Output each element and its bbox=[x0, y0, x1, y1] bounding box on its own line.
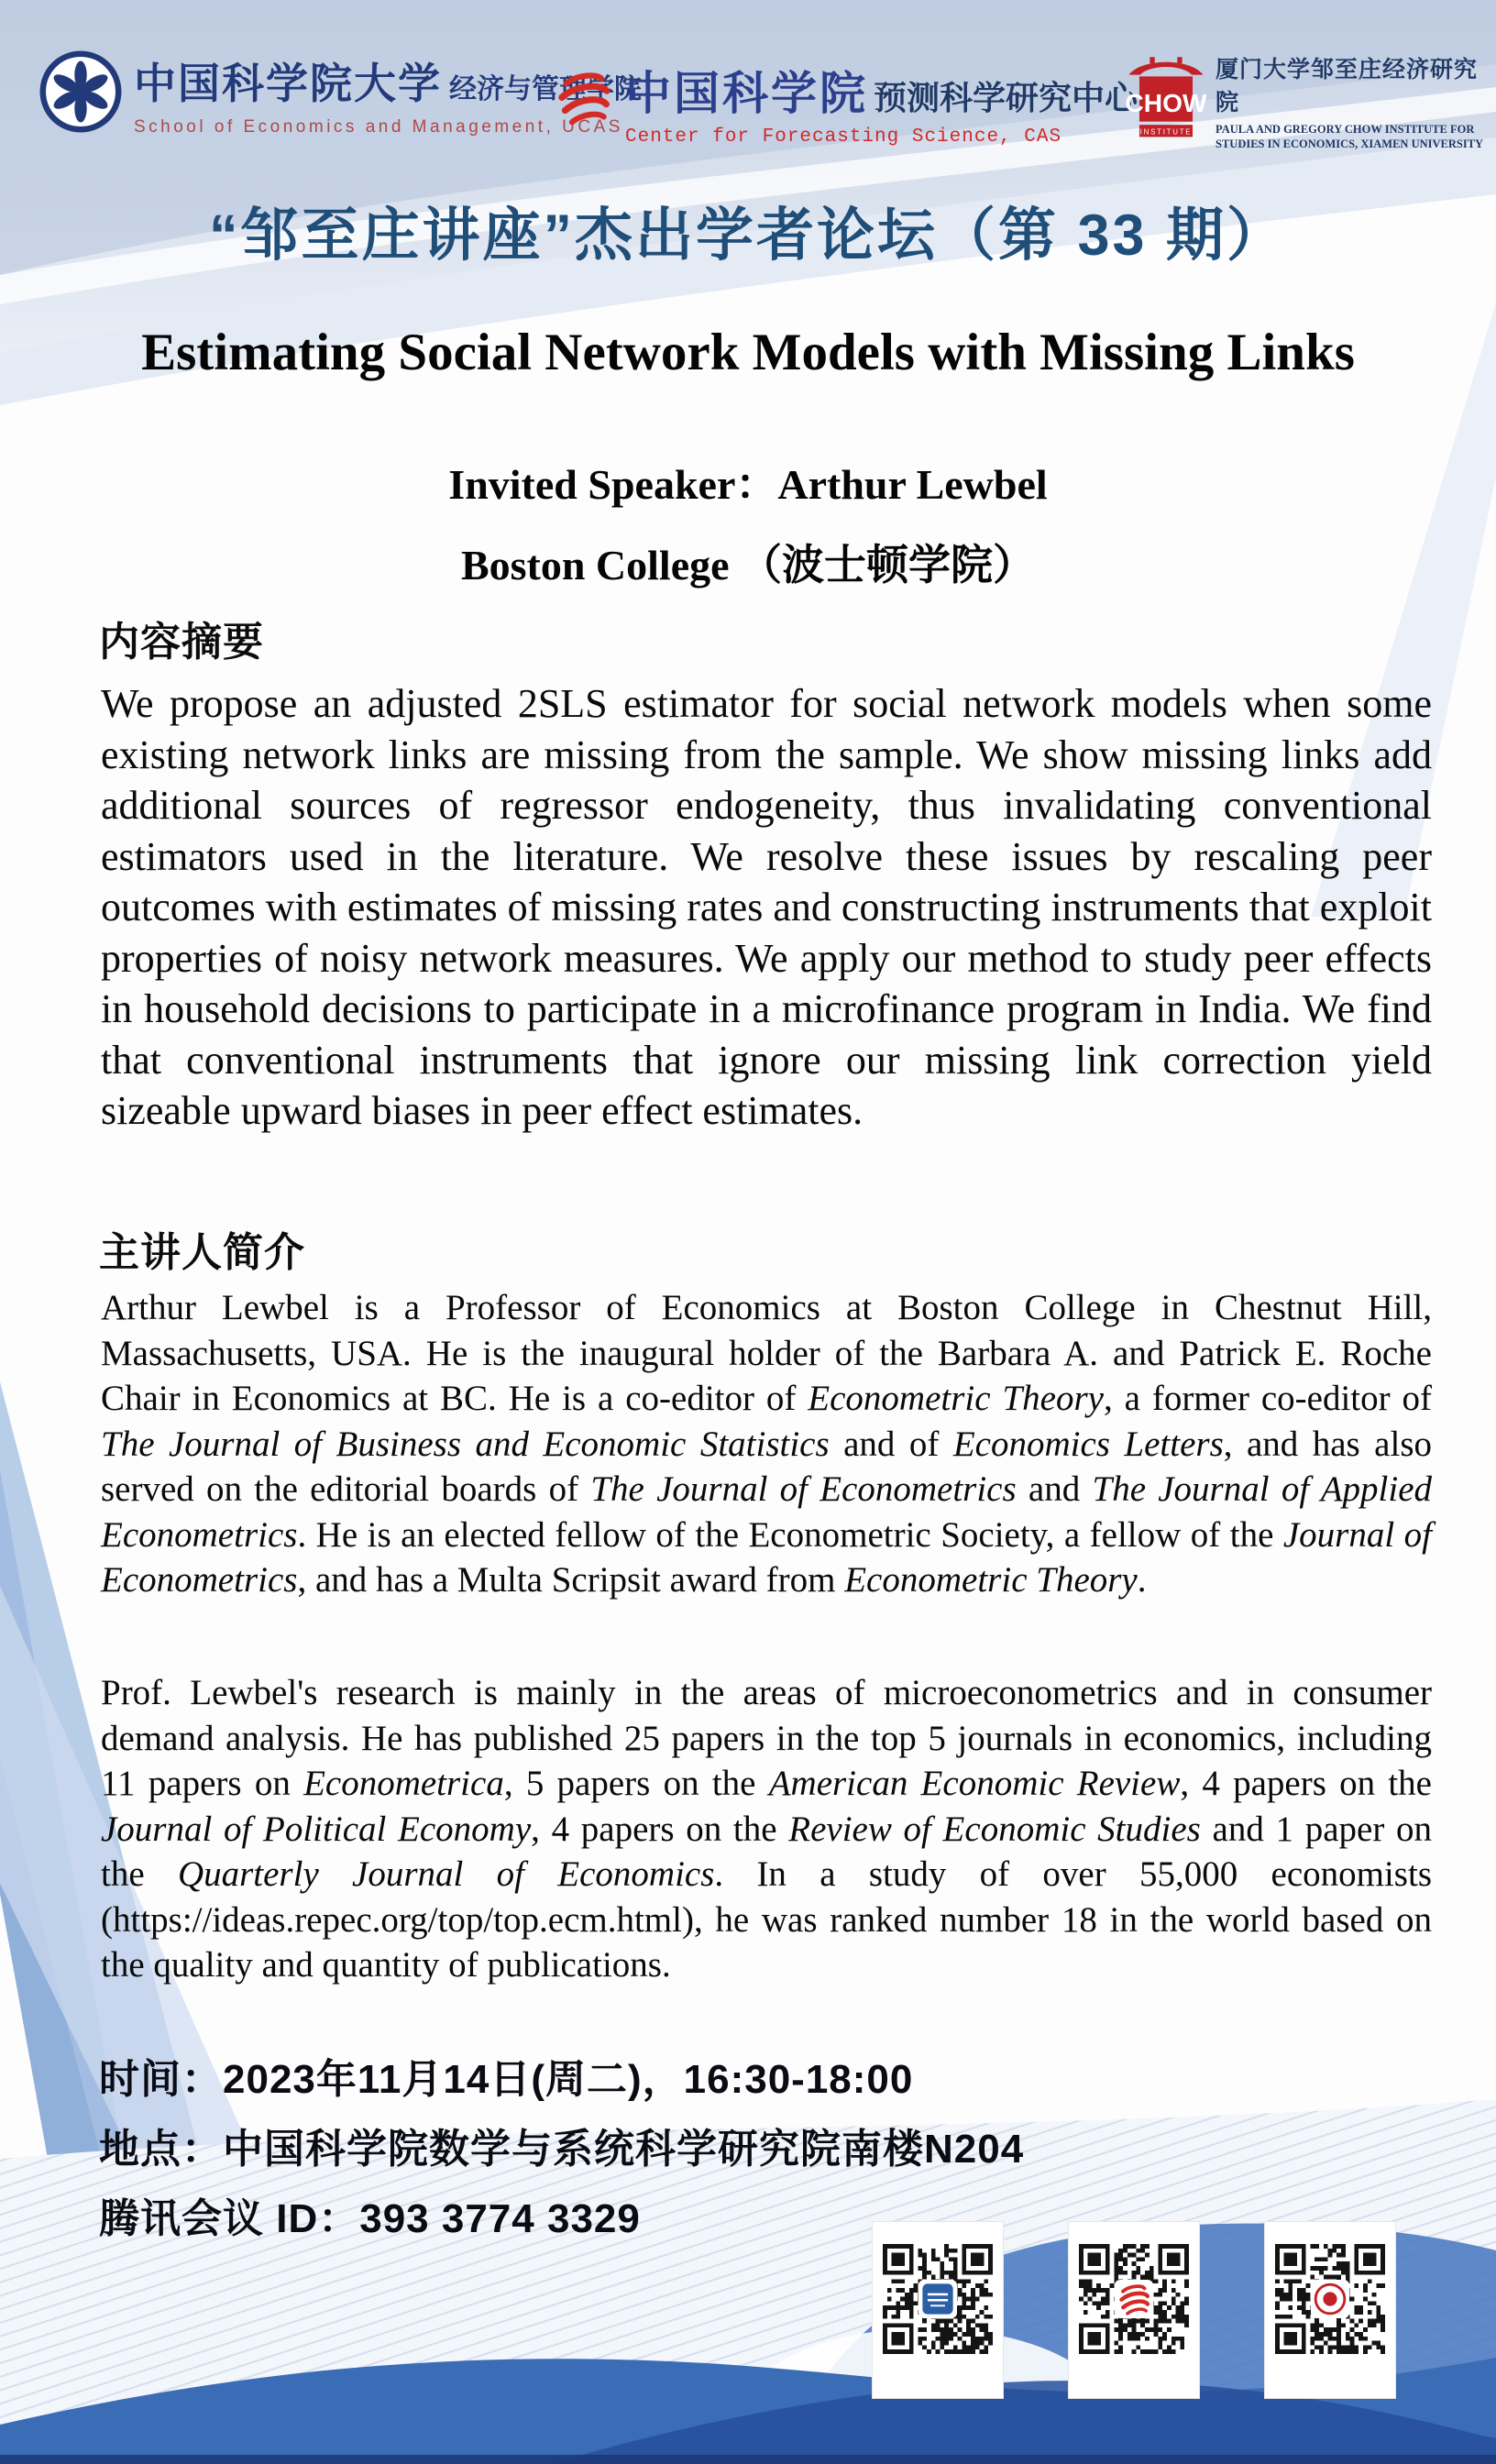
talk-title: Estimating Social Network Models with Missing Links bbox=[141, 324, 1355, 381]
speaker-line: Invited Speaker：Arthur Lewbel bbox=[448, 461, 1048, 508]
qr-card-chow-institute bbox=[1265, 2222, 1395, 2398]
cas-center-en: Center for Forecasting Science, CAS bbox=[625, 126, 1062, 148]
event-time: 时间：2023年11月14日(周二)，16:30-18:00 bbox=[99, 2057, 914, 2102]
event-location: 地点：中国科学院数学与系统科学研究院南楼N204 bbox=[99, 2127, 1025, 2172]
chow-gate-emblem-icon bbox=[1126, 53, 1206, 149]
meeting-id: 腾讯会议 ID：393 3774 3329 bbox=[99, 2196, 641, 2241]
abstract-body: We propose an adjusted 2SLS estimator for social network models when some existing network links are missing from the sample. We show missing links add additional sources of regressor endogeneity, thus invalidating conventional estimators used in the literature. We resolve these issues by rescaling peer outcomes with estimates of missing rates and constructing instruments that exploit properties of noisy network measures. We apply our method to study peer effects in household decisions to participate in a microfinance program in India. We find that conventional instruments that ignore our missing link correction yield sizeable upward biases in peer effect estimates. bbox=[101, 681, 1432, 1133]
chow-qr-center-logo-icon bbox=[1311, 2280, 1349, 2318]
cas-name-cn: 中国科学院 bbox=[625, 68, 868, 119]
logo-cas-forecasting bbox=[554, 57, 1138, 148]
cas-qr-center-logo-icon bbox=[1115, 2280, 1153, 2318]
cas-center-cn: 预测科学研究中心 bbox=[874, 80, 1138, 116]
ucas-school-cn: 经济与管理学院 bbox=[449, 74, 642, 104]
ucas-name-cn: 中国科学院大学 bbox=[134, 60, 442, 107]
svg-text:CHOW: CHOW bbox=[1126, 89, 1206, 118]
logo-ucas-sem bbox=[38, 50, 642, 138]
bio-paragraph-2: Prof. Lewbel's research is mainly in the areas of microeconometrics and in consumer demand analysis. He has published 25 papers in the top 5 journals in economics, including 11 papers on Econometrica, 5 papers on the American Economic Review, 4 papers on the Journal of Political Economy, 4 papers on the Review of Economic Studies and 1 paper on the Quarterly Journal of Economics. In a study of over 55,000 economists (https://ideas.repec.org/top/top.ecm.html), he was ranked number 18 in the world based on the quality and quantity of publications. bbox=[101, 1673, 1433, 1985]
qr-card-ucas-sem bbox=[873, 2222, 1003, 2398]
ucas-flower-seal-icon bbox=[38, 50, 123, 138]
affiliation-line: Boston College （波士顿学院） bbox=[460, 542, 1036, 588]
logo-chow-institute bbox=[1126, 51, 1496, 151]
abstract-heading: 内容摘要 bbox=[99, 620, 264, 665]
qr-card-cas-forecasting bbox=[1069, 2222, 1199, 2398]
ucas-qr-center-logo-icon bbox=[918, 2280, 957, 2318]
chow-name-en: PAULA AND GREGORY CHOW INSTITUTE FOR STUDIES IN ECONOMICS, XIAMEN UNIVERSITY bbox=[1216, 123, 1484, 150]
cas-red-swoosh-icon bbox=[554, 68, 614, 137]
bio-heading: 主讲人简介 bbox=[99, 1230, 305, 1275]
svg-text:INSTITUTE: INSTITUTE bbox=[1139, 127, 1193, 137]
ucas-name-en: School of Economics and Management, UCAS bbox=[134, 117, 623, 137]
bio-paragraph-1: Arthur Lewbel is a Professor of Economics at Boston College in Chestnut Hill, Massachusetts, USA. He is the inaugural holder of the Barbara A. and Patrick E. Roche Chair in Economics at BC. He is a co-editor of Econometric Theory, a former co-editor of The Journal of Business and Economic Statistics and of Economics Letters, and has also served on the editorial boards of The Journal of Econometrics and The Journal of Applied Econometrics. He is an elected fellow of the Econometric Society, a fellow of the Journal of Econometrics, and has a Multa Scripsit award from Econometric Theory. bbox=[101, 1288, 1433, 1600]
chow-name-cn: 厦门大学邹至庄经济研究院 bbox=[1216, 58, 1479, 116]
series-title: “邹至庄讲座”杰出学者论坛（第 33 期） bbox=[208, 204, 1288, 268]
